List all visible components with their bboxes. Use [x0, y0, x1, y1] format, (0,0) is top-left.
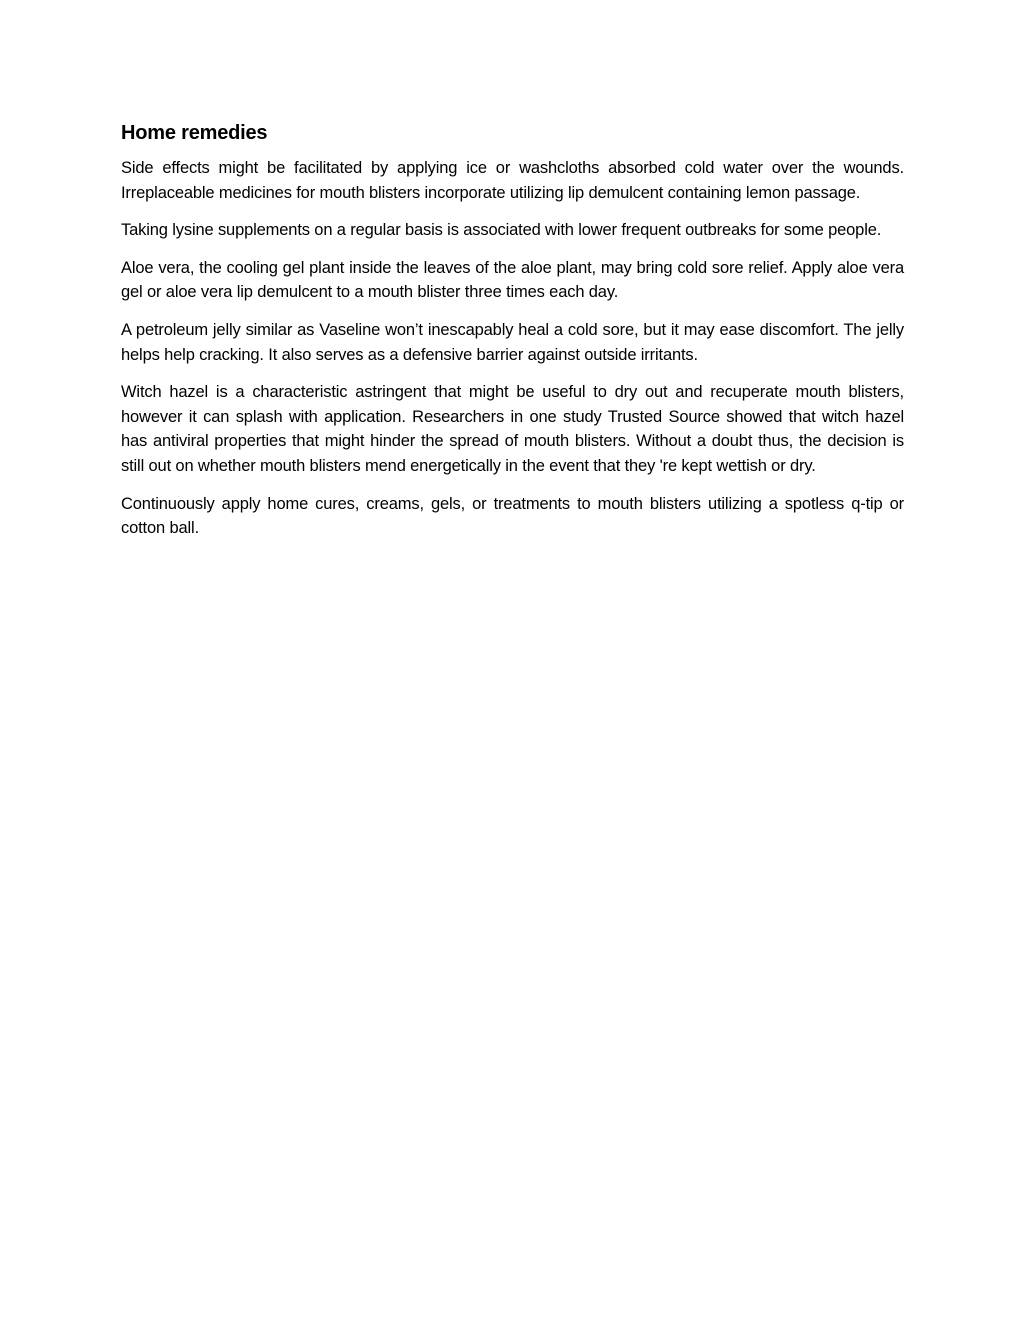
- paragraph-aloe-vera: Aloe vera, the cooling gel plant inside the leaves of the aloe plant, may bring cold sore relief. Apply aloe vera gel or aloe vera lip demulcent to a mouth blister three times each day.: [121, 258, 904, 302]
- paragraph-lysine: Taking lysine supplements on a regular basis is associated with lower frequent outbreaks for some people.: [121, 221, 882, 240]
- document-page: [121, 119, 904, 554]
- paragraph-witch-hazel: Witch hazel is a characteristic astringent that might be useful to dry out and recuperate mouth blisters, however it can splash with application. Researchers in one study Trusted Source showed that witch hazel has antiviral properties that might hinder the spread of mouth blisters. Without a doubt thus, the decision is still out on whether mouth blisters mend energetically in the event that they 're kept wettish or dry.: [121, 383, 904, 475]
- paragraph-ice-remedy: Side effects might be facilitated by applying ice or washcloths absorbed cold water over the wounds. Irreplaceable medicines for mouth blisters incorporate utilizing lip demulcent containing lemon passage.: [121, 159, 904, 202]
- section-heading: Home remedies: [121, 122, 268, 144]
- paragraph-petroleum-jelly: A petroleum jelly similar as Vaseline won’t inescapably heal a cold sore, but it may ease discomfort. The jelly helps help cracking. It also serves as a defensive barrier against outside irritants.: [121, 320, 904, 364]
- paragraph-application: Continuously apply home cures, creams, gels, or treatments to mouth blisters utilizing a spotless q-tip or cotton ball.: [121, 494, 904, 538]
